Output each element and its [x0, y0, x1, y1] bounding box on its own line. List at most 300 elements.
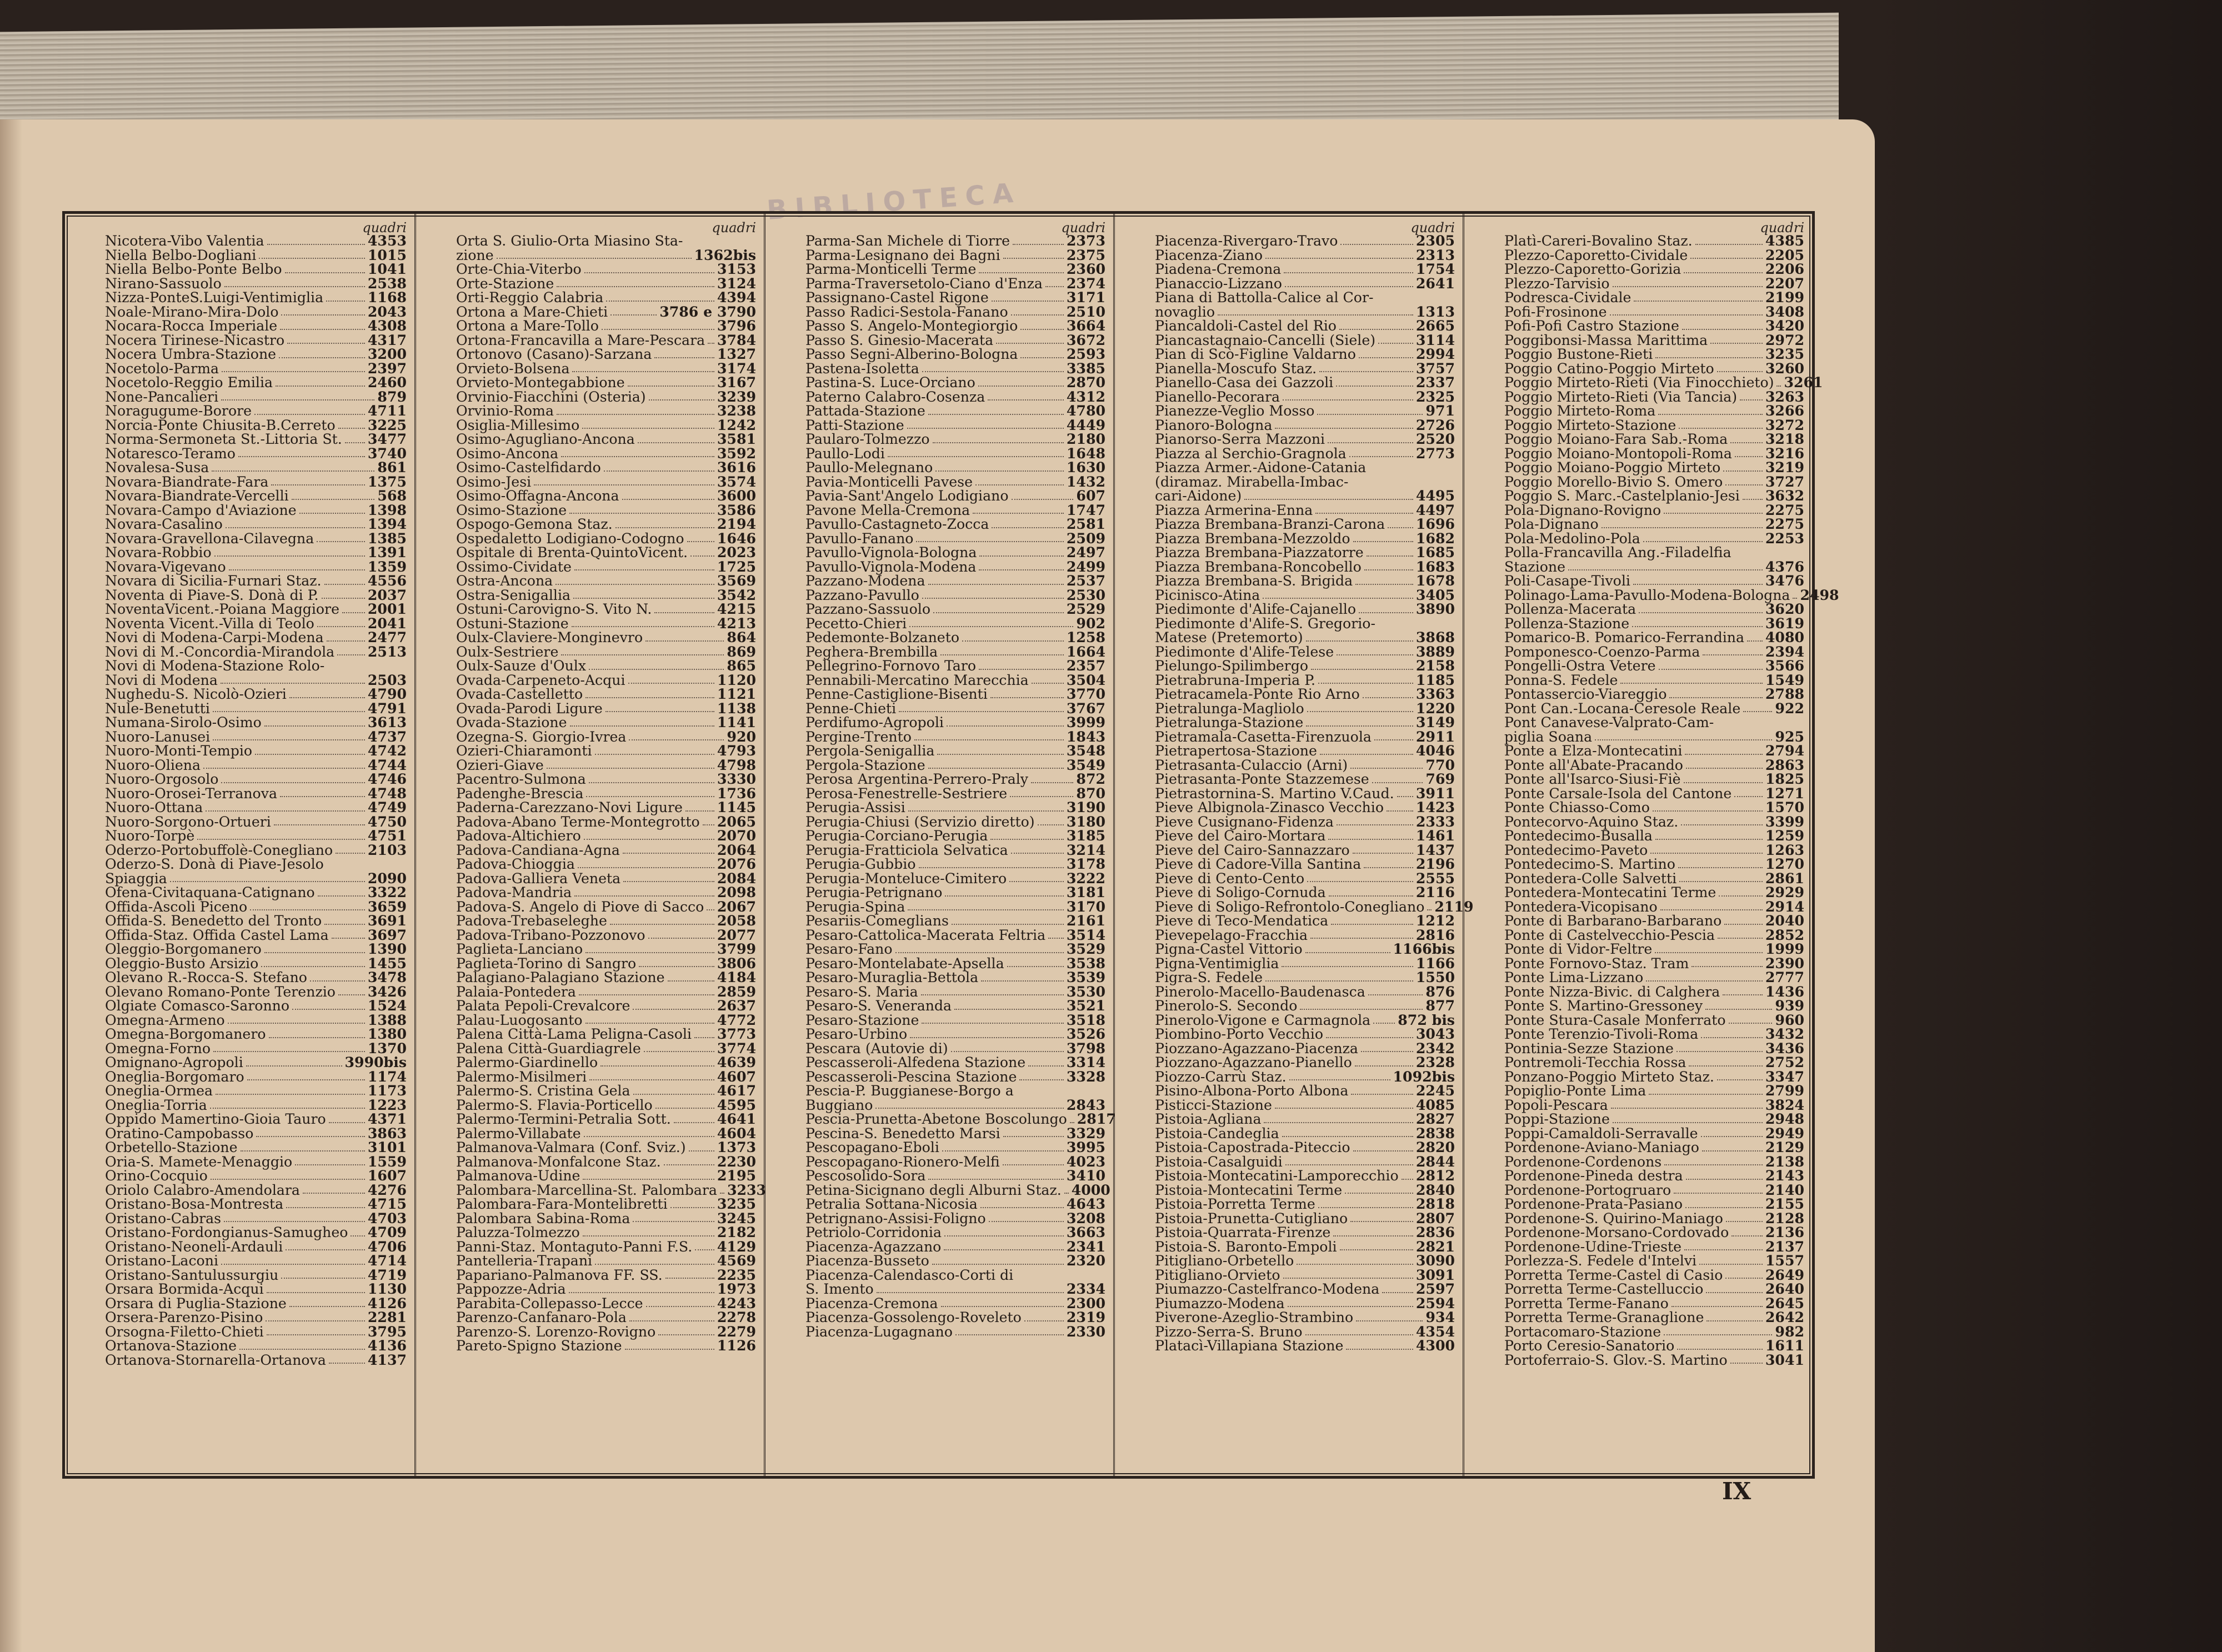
index-entry: [1504, 715, 1804, 730]
entry-name: Nocera Tirinese-Nicastro: [105, 332, 285, 348]
leader-dots: [975, 484, 1064, 485]
index-entry: [805, 234, 1105, 248]
index-entry: [1504, 900, 1804, 914]
leader-dots: [317, 541, 365, 542]
entry-name: Parma-Monticelli Terme: [805, 261, 977, 277]
entry-name: Petriolo-Corridonia: [805, 1224, 942, 1240]
entry-name: Ortanova-Stornarella-Ortanova: [105, 1351, 326, 1368]
entry-number: 2520: [1415, 430, 1455, 447]
entry-name: Perugia-Monteluce-Cimitero: [805, 870, 1007, 887]
index-entry: [805, 489, 1105, 503]
index-entry: [456, 673, 756, 688]
index-entry: [1155, 574, 1455, 588]
index-entry: [105, 248, 407, 263]
entry-name: Pitigliano-Orvieto: [1155, 1266, 1280, 1283]
leader-dots: [1329, 895, 1413, 897]
index-entry: [456, 1240, 756, 1254]
leader-dots: [1340, 244, 1413, 245]
entry-number: 3263: [1765, 388, 1804, 405]
entry-name: Pescia-P. Buggianese-Borgo a: [805, 1083, 1014, 1099]
index-entry: [1504, 359, 1804, 377]
entry-number: 3890: [1415, 600, 1455, 617]
entry-name: Paullo-Lodi: [805, 445, 885, 462]
index-entry: [456, 319, 756, 333]
entry-number: 1223: [367, 1096, 407, 1113]
entry-name: Piombino-Porto Vecchio: [1155, 1026, 1323, 1042]
entry-number: 1736: [717, 784, 756, 802]
entry-number: 939: [1775, 997, 1804, 1014]
entry-number: 4711: [367, 402, 407, 419]
index-entry: [805, 588, 1105, 603]
entry-number: 3697: [367, 926, 407, 943]
entry-name: Ozieri-Giave: [456, 757, 544, 773]
entry-number: 2043: [367, 303, 407, 320]
entry-number: 3592: [717, 444, 756, 462]
entry-number: 2530: [1066, 586, 1105, 603]
entry-name: Oristano-Santulussurgiu: [105, 1266, 279, 1283]
leader-dots: [1007, 966, 1064, 967]
leader-dots: [226, 527, 365, 528]
entry-name: Oneglia-Borgomaro: [105, 1068, 244, 1085]
index-entry: [1155, 1124, 1455, 1142]
index-entry: [456, 954, 756, 972]
entry-name: Patti-Stazione: [805, 417, 904, 433]
leader-dots: [261, 966, 365, 967]
leader-dots: [1038, 824, 1064, 825]
entry-number: 2180: [1066, 430, 1105, 447]
entry-number: 1166bis: [1393, 940, 1455, 957]
index-entry: [805, 645, 1105, 659]
leader-dots: [281, 1278, 365, 1279]
entry-number: 2773: [1415, 444, 1455, 462]
entry-name: None-Pancalieri: [105, 388, 219, 405]
entry-name: Pietracamela-Ponte Rio Arno: [1155, 686, 1360, 702]
entry-number: 3774: [717, 1039, 756, 1057]
index-entry: [1504, 758, 1804, 773]
leader-dots: [250, 909, 365, 910]
entry-name: Pont Can.-Locana-Ceresole Reale: [1504, 700, 1741, 717]
index-entry: [105, 1339, 407, 1353]
entry-name: Parenzo-Canfanaro-Pola: [456, 1309, 627, 1325]
entry-number: 2275: [1765, 515, 1804, 532]
entry-number: 4749: [367, 799, 407, 815]
leader-dots: [595, 1264, 714, 1265]
leader-dots: [1695, 244, 1763, 245]
entry-number: 1174: [367, 1068, 407, 1085]
entry-name: Pistoia-Capostrada-Piteccio: [1155, 1139, 1350, 1155]
entry-number: 3410: [1066, 1167, 1105, 1184]
index-entry: [456, 1124, 756, 1142]
leader-dots: [979, 669, 1064, 670]
entry-number: 2037: [367, 586, 407, 603]
index-entry: [456, 291, 756, 305]
index-entry: [1155, 730, 1455, 744]
leader-dots: [574, 895, 714, 897]
index-entry: [805, 784, 1105, 802]
index-entry: [105, 460, 407, 475]
index-entry: [105, 347, 407, 362]
entry-number: 2844: [1415, 1153, 1455, 1170]
entry-name: Pietrabruna-Imperia P.: [1155, 672, 1316, 688]
leader-dots: [1289, 1079, 1390, 1080]
index-entry: [1155, 942, 1455, 957]
leader-dots: [954, 1009, 1064, 1010]
entry-number: 3436: [1765, 1039, 1804, 1057]
entry-name: Padova-Candiana-Agna: [456, 842, 620, 858]
entry-number: 4317: [367, 331, 407, 348]
index-entry: [1504, 1155, 1804, 1169]
leader-dots: [1634, 301, 1762, 302]
leader-dots: [1337, 654, 1413, 655]
index-entry: [456, 460, 756, 475]
index-entry: [1155, 460, 1455, 475]
entry-number: 1015: [367, 246, 407, 263]
entry-number: 2863: [1765, 756, 1804, 773]
index-entry: [1504, 1310, 1804, 1325]
leader-dots: [1339, 329, 1413, 330]
index-entry: [805, 614, 1105, 632]
leader-dots: [289, 1306, 365, 1307]
entry-name: Pistoia-Candeglia: [1155, 1125, 1279, 1142]
entry-name: Orte-Stazione: [456, 275, 554, 292]
entry-name: Pistoia-S. Baronto-Empoli: [1155, 1238, 1337, 1255]
entry-number: 3586: [717, 501, 756, 518]
entry-number: 2313: [1415, 246, 1455, 263]
entry-number: 1121: [717, 685, 756, 702]
leader-dots: [264, 725, 365, 727]
entry-name: Poggio Morello-Bivio S. Omero: [1504, 473, 1723, 490]
leader-dots: [327, 640, 365, 642]
leader-dots: [1284, 272, 1413, 273]
entry-number: 3542: [717, 586, 756, 603]
index-entry: [1504, 574, 1804, 588]
entry-name: Paglieta-Torino di Sangro: [456, 955, 637, 972]
entry-number: 3824: [1765, 1096, 1804, 1113]
entry-name: Novara-Casalino: [105, 516, 223, 532]
entry-name: Piacenza-Ziano: [1155, 247, 1263, 263]
leader-dots: [937, 754, 1063, 755]
entry-number: 4744: [367, 756, 407, 773]
entry-number: 3600: [717, 487, 756, 504]
index-entry: [1504, 1209, 1804, 1227]
entry-name: Palombara-Fara-Montelibretti: [456, 1196, 668, 1212]
entry-number: 3170: [1066, 898, 1105, 915]
entry-number: 1432: [1066, 473, 1105, 490]
entry-name: Ponte di Vidor-Feltre: [1504, 941, 1653, 957]
entry-number: 3784: [717, 331, 756, 348]
entry-name: Oulx-Claviere-Monginevro: [456, 629, 643, 645]
leader-dots: [962, 640, 1064, 642]
entry-name: Pofi-Pofi Castro Stazione: [1504, 318, 1679, 334]
index-entry: [456, 489, 756, 503]
leader-dots: [206, 810, 365, 812]
leader-dots: [623, 853, 714, 854]
index-entry: [456, 1039, 756, 1057]
leader-dots: [955, 1334, 1064, 1335]
entry-name: Poggio Mirteto-Stazione: [1504, 417, 1676, 433]
index-entry: [456, 274, 756, 292]
leader-dots: [980, 1207, 1064, 1208]
index-entry: [1155, 800, 1455, 815]
leader-dots: [1397, 796, 1413, 797]
entry-name: Piazza Brembana-S. Brigida: [1155, 573, 1353, 589]
entry-name: Pofi-Frosinone: [1504, 303, 1607, 320]
index-entry: [1155, 248, 1455, 263]
entry-name: Oderzo-Portobuffolè-Conegliano: [105, 842, 333, 858]
entry-number: 4706: [367, 1238, 407, 1255]
entry-name: Pordenone-S. Quirino-Maniago: [1504, 1210, 1723, 1227]
entry-number: 872: [1076, 770, 1105, 787]
entry-name: Pistoia-Prunetta-Cutigliano: [1155, 1210, 1348, 1227]
leader-dots: [655, 1108, 714, 1109]
index-entry: [1155, 699, 1455, 717]
leader-dots: [1717, 371, 1763, 372]
entry-number: 3620: [1765, 600, 1804, 617]
entry-name: Parma-San Michele di Tiorre: [805, 233, 1010, 249]
entry-number: 1270: [1765, 855, 1804, 872]
index-entry: [105, 829, 407, 843]
entry-name: Penne-Castiglione-Bisenti: [805, 686, 988, 702]
entry-name: Polla-Francavilla Ang.-Filadelfia: [1504, 544, 1731, 560]
index-entry: [1155, 390, 1455, 404]
entry-number: 3514: [1066, 926, 1105, 943]
entry-number: 2253: [1765, 529, 1804, 547]
entry-number: 3518: [1066, 1011, 1105, 1028]
index-entry: [1155, 758, 1455, 773]
entry-name: Piverone-Azeglio-Strambino: [1155, 1309, 1354, 1325]
leader-dots: [605, 711, 714, 712]
index-entry: [1504, 333, 1804, 348]
entry-name: Nocetolo-Parma: [105, 360, 219, 377]
index-entry: [1504, 800, 1804, 815]
leader-dots: [584, 272, 714, 273]
entry-number: 3399: [1765, 813, 1804, 830]
leader-dots: [336, 853, 365, 854]
index-entry: [456, 333, 756, 348]
leader-dots: [708, 343, 714, 344]
leader-dots: [1032, 683, 1064, 684]
entry-name: Olevano Romano-Ponte Terenzio: [105, 983, 336, 1000]
entry-number: 4780: [1066, 402, 1105, 419]
entry-name: Popoli-Pescara: [1504, 1097, 1608, 1113]
entry-name: Passo S. Ginesio-Macerata: [805, 332, 994, 348]
index-entry: [105, 602, 407, 617]
entry-number: 4085: [1415, 1096, 1455, 1113]
entry-number: 3101: [367, 1139, 407, 1155]
entry-number: 2077: [717, 926, 756, 943]
entry-name: Ponte di Barbarano-Barbarano: [1504, 913, 1722, 929]
entry-number: 2119: [1434, 898, 1474, 915]
index-entry: [1504, 291, 1804, 305]
leader-dots: [534, 484, 714, 485]
entry-number: 568: [377, 487, 407, 504]
index-entry: [1155, 829, 1455, 843]
entry-number: 2064: [717, 841, 756, 858]
entry-name: Parma-Traversetolo-Ciano d'Enza: [805, 275, 1043, 292]
entry-name: Oristano-Cabras: [105, 1210, 222, 1227]
entry-number: 3218: [1765, 430, 1804, 447]
entry-name: Osimo-Stazione: [456, 502, 567, 518]
entry-number: 2460: [367, 374, 407, 391]
index-entry: [805, 347, 1105, 362]
entry-number: 4639: [717, 1054, 756, 1070]
index-entry: [1155, 418, 1455, 433]
entry-number: 2929: [1765, 884, 1804, 900]
entry-name: Buggiano: [805, 1097, 873, 1113]
entry-number: 4000: [1071, 1181, 1110, 1198]
index-entry: [1504, 985, 1804, 999]
index-entry: [1504, 347, 1804, 362]
entry-name: Nule-Benetutti: [105, 700, 210, 717]
leader-dots: [266, 1320, 364, 1321]
entry-name: Pietrasanta-Culaccio (Arni): [1155, 757, 1348, 773]
entry-name: Pitigliano-Orbetello: [1155, 1253, 1294, 1269]
index-entry: [105, 574, 407, 588]
entry-number: 1999: [1765, 940, 1804, 957]
index-entry: [805, 829, 1105, 843]
index-entry: [105, 1353, 407, 1368]
index-entry: [1504, 1098, 1804, 1113]
leader-dots: [628, 386, 714, 387]
leader-dots: [497, 258, 692, 259]
leader-dots: [280, 329, 365, 330]
entry-number: 925: [1775, 728, 1804, 745]
leader-dots: [1689, 1065, 1762, 1067]
entry-number: 4394: [717, 289, 756, 306]
index-entry: [105, 885, 407, 900]
index-entry: [805, 869, 1105, 887]
entry-name: Palombara-Marcellina-St. Palombara: [456, 1182, 717, 1198]
leader-dots: [1731, 1235, 1763, 1237]
entry-name: Piacenza-Gossolengo-Roveleto: [805, 1309, 1022, 1325]
leader-dots: [285, 272, 365, 273]
entry-number: 865: [727, 657, 756, 674]
entry-name: Orte-Chia-Viterbo: [456, 261, 582, 277]
entry-name: Piacenza-Agazzano: [805, 1238, 942, 1255]
index-entry: [1155, 985, 1455, 999]
leader-dots: [1743, 711, 1772, 712]
entry-name: Stazione: [1504, 558, 1566, 575]
entry-name: Pontedecimo-Busalla: [1504, 828, 1653, 844]
leader-dots: [1660, 909, 1763, 910]
entry-number: 2001: [367, 600, 407, 617]
entry-number: 2994: [1415, 346, 1455, 362]
index-entry: [105, 404, 407, 418]
index-entry: [105, 545, 407, 560]
index-entry: [1155, 376, 1455, 390]
index-entry: [1504, 928, 1804, 943]
index-column-4: [1113, 214, 1474, 1476]
index-entry: [456, 1282, 756, 1296]
entry-name: Perugia-Gubbio: [805, 856, 916, 872]
entry-number: 3426: [367, 983, 407, 1000]
leader-dots: [990, 839, 1063, 840]
entry-name: Palermo-Giardinello: [456, 1054, 598, 1070]
index-entry: [456, 857, 756, 872]
leader-dots: [633, 1094, 714, 1095]
entry-number: 4376: [1765, 558, 1804, 575]
entry-number: 2058: [717, 912, 756, 929]
entry-number: 2070: [717, 827, 756, 844]
index-entry: [1155, 715, 1455, 730]
entry-name: Pordenone-Udine-Trieste: [1504, 1238, 1682, 1255]
index-entry: [1504, 614, 1804, 632]
entry-number: 2498: [1800, 586, 1839, 603]
leader-dots: [1353, 1150, 1413, 1152]
index-entry: [805, 730, 1105, 744]
entry-name: Pieve del Cairo-Sannazzaro: [1155, 842, 1350, 858]
entry-name: Poggio Mirteto-Rieti (Via Tancia): [1504, 388, 1738, 405]
entry-number: 2090: [367, 869, 407, 887]
leader-dots: [1378, 343, 1413, 344]
leader-dots: [1311, 669, 1413, 670]
entry-name: Pellegrino-Fornovo Taro: [805, 658, 977, 674]
leader-dots: [1307, 881, 1413, 882]
entry-name: Pescopagano-Rionero-Melfi: [805, 1153, 1000, 1170]
entry-number: 1646: [717, 529, 756, 547]
leader-dots: [1747, 640, 1763, 642]
entry-name: Palau-Luogosanto: [456, 1012, 583, 1028]
leader-dots: [1669, 697, 1762, 698]
entry-number: 1126: [717, 1337, 756, 1354]
index-entry: [805, 772, 1105, 787]
index-entry: [105, 305, 407, 319]
index-entry: [105, 489, 407, 503]
index-entry: [805, 1013, 1105, 1028]
index-entry: [456, 1140, 756, 1155]
leader-dots: [224, 286, 365, 287]
index-entry: [105, 1169, 407, 1183]
index-entry: [805, 1254, 1105, 1268]
entry-number: 4137: [367, 1351, 407, 1368]
entry-name: Novi di Modena-Stazione Rolo-: [105, 658, 325, 674]
entry-name: Pesaro-Montelabate-Apsella: [805, 955, 1004, 972]
entry-name: Perugia-Spina: [805, 898, 905, 915]
entry-number: 4497: [1415, 501, 1455, 518]
entry-number: 2788: [1765, 685, 1804, 702]
entry-number: 1130: [367, 1280, 407, 1297]
entry-number: 1683: [1415, 558, 1455, 575]
entry-name: Notaresco-Teramo: [105, 445, 236, 462]
leader-dots: [1706, 1292, 1762, 1293]
entry-number: 3868: [1415, 629, 1455, 645]
index-entry: [1504, 999, 1804, 1013]
entry-number: 3185: [1066, 827, 1105, 844]
leader-dots: [589, 782, 714, 783]
index-entry: [1155, 234, 1455, 248]
entry-number: 3314: [1066, 1054, 1105, 1070]
index-entry: [105, 1268, 407, 1283]
index-entry: [105, 869, 407, 887]
entry-number: 3235: [717, 1195, 756, 1212]
entry-number: 2143: [1765, 1167, 1804, 1184]
leader-dots: [324, 924, 365, 925]
entry-number: 2537: [1066, 572, 1105, 589]
entry-name: Pavia-Sant'Angelo Lodigiano: [805, 488, 1009, 504]
entry-name: Pescasseroli-Alfedena Stazione: [805, 1054, 1026, 1070]
leader-dots: [211, 1179, 365, 1180]
entry-number: 2375: [1066, 246, 1105, 263]
index-entry: [456, 829, 756, 843]
entry-number: 1648: [1066, 444, 1105, 462]
index-entry: [456, 503, 756, 518]
entry-name: Pastena-Isoletta: [805, 360, 919, 377]
entry-name: Palermo-Villabate: [456, 1125, 581, 1142]
column-header: quadri: [1410, 220, 1455, 236]
entry-name: Novara-Biandrate-Fara: [105, 473, 269, 490]
leader-dots: [579, 994, 714, 995]
entry-number: 1678: [1415, 572, 1455, 589]
